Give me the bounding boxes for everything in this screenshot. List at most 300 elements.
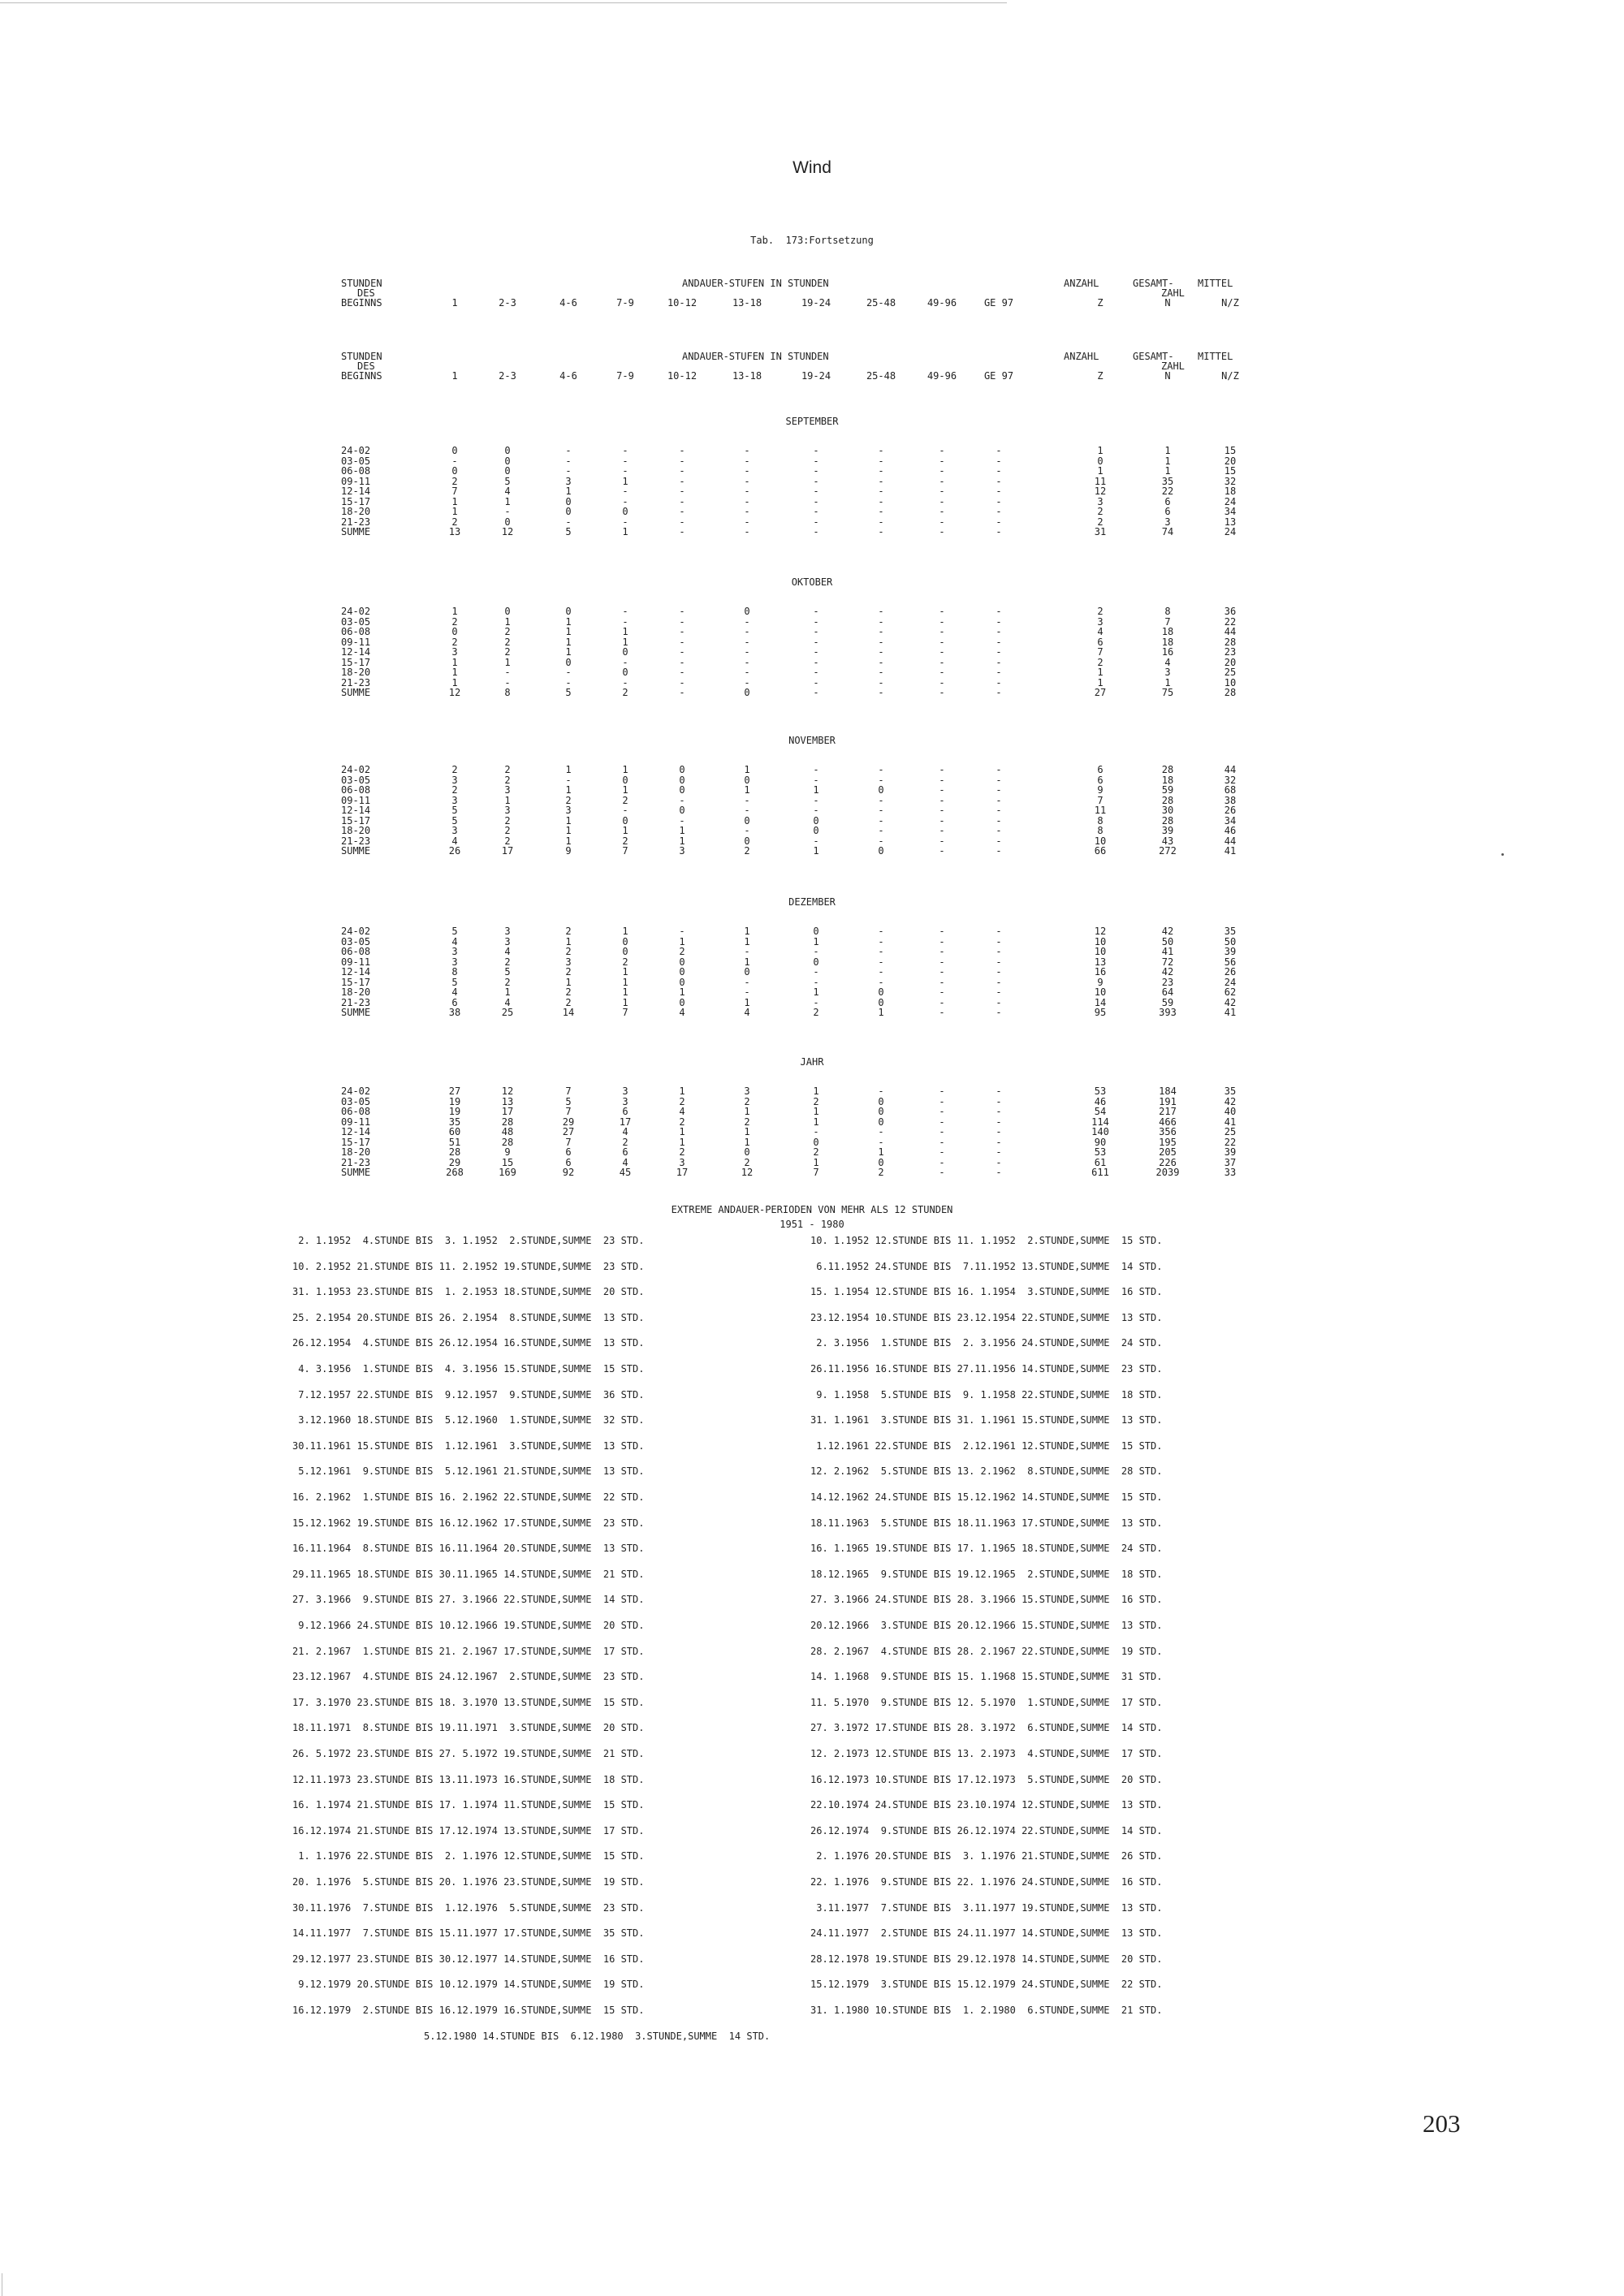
table-cell: - bbox=[504, 506, 511, 517]
table-cell: 2 bbox=[451, 784, 458, 796]
row-label: 03-05 bbox=[341, 455, 371, 467]
gesamtzahl-cell: 356 bbox=[1159, 1126, 1177, 1137]
period-entry: 10. 1.1952 12.STUNDE BIS 11. 1.1952 2.STUNDE,SUMME 15 STD. bbox=[810, 1235, 1163, 1246]
gesamtzahl-cell: 1 bbox=[1164, 676, 1171, 688]
table-cell: - bbox=[996, 656, 1002, 668]
table-cell: - bbox=[813, 455, 819, 467]
gesamtzahl-cell: 7 bbox=[1164, 615, 1171, 628]
period-entry: 28.12.1978 19.STUNDE BIS 29.12.1978 14.STUNDE,SUMME 20 STD. bbox=[810, 1953, 1163, 1965]
table-cell: 3 bbox=[744, 1085, 750, 1097]
table-cell: - bbox=[622, 495, 628, 507]
table-cell: 1 bbox=[679, 935, 685, 947]
period-entry: 12.11.1973 23.STUNDE BIS 13.11.1973 16.STUNDE,SUMME 18 STD. bbox=[292, 1773, 645, 1785]
anzahl-cell: 31 bbox=[1094, 526, 1107, 537]
gesamtzahl-cell: 23 bbox=[1161, 976, 1174, 988]
table-cell: - bbox=[878, 814, 884, 826]
table-cell: 2 bbox=[744, 1095, 750, 1107]
table-cell: 2 bbox=[504, 764, 511, 775]
table-cell: - bbox=[996, 794, 1002, 806]
table-cell: 14 bbox=[562, 1007, 575, 1018]
row-label: 09-11 bbox=[341, 636, 371, 648]
table-cell: - bbox=[813, 506, 819, 517]
row-label: 03-05 bbox=[341, 774, 371, 786]
table-cell: 0 bbox=[565, 506, 572, 517]
table-cell: 2 bbox=[565, 926, 572, 937]
table-cell: - bbox=[679, 475, 685, 487]
table-cell: - bbox=[878, 1085, 884, 1097]
table-cell: - bbox=[996, 1136, 1002, 1148]
anzahl-cell: 90 bbox=[1094, 1136, 1107, 1148]
table-cell: - bbox=[878, 656, 884, 668]
table-cell: - bbox=[996, 646, 1002, 658]
table-cell: 7 bbox=[565, 1106, 572, 1117]
mittel-cell: 10 bbox=[1224, 676, 1237, 688]
table-cell: - bbox=[679, 606, 685, 617]
table-cell: 0 bbox=[622, 814, 628, 826]
table-cell: 17 bbox=[501, 1106, 514, 1117]
table-cell: 3 bbox=[504, 926, 511, 937]
row-label: 21-23 bbox=[341, 835, 371, 847]
table-cell: 1 bbox=[565, 626, 572, 637]
table-cell: 2 bbox=[504, 976, 511, 988]
table-cell: 2 bbox=[565, 946, 572, 957]
table-cell: - bbox=[996, 636, 1002, 648]
table-cell: - bbox=[996, 805, 1002, 816]
table-cell: 0 bbox=[565, 606, 572, 617]
table-cell: 4 bbox=[622, 1156, 628, 1168]
table-cell: - bbox=[813, 636, 819, 648]
table-cell: 4 bbox=[622, 1126, 628, 1137]
table-cell: - bbox=[939, 475, 945, 487]
table-cell: - bbox=[878, 976, 884, 988]
table-cell: 3 bbox=[622, 1095, 628, 1107]
table-cell: 0 bbox=[878, 996, 884, 1008]
table-cell: 2 bbox=[451, 764, 458, 775]
table-cell: 0 bbox=[679, 774, 685, 786]
table-cell: - bbox=[878, 676, 884, 688]
gesamtzahl-cell: 1 bbox=[1164, 455, 1171, 467]
anzahl-cell: 10 bbox=[1094, 946, 1107, 957]
table-cell: - bbox=[878, 495, 884, 507]
table-cell: 4 bbox=[679, 1106, 685, 1117]
gesamtzahl-cell: 226 bbox=[1159, 1156, 1177, 1168]
mittel-cell: 62 bbox=[1224, 986, 1237, 998]
table-cell: - bbox=[939, 455, 945, 467]
gesamtzahl-cell: 28 bbox=[1161, 794, 1174, 806]
table-cell: - bbox=[939, 465, 945, 477]
table-cell: - bbox=[939, 636, 945, 648]
period-entry: 3.11.1977 7.STUNDE BIS 3.11.1977 19.STUNDE,SUMME 13 STD. bbox=[810, 1901, 1163, 1914]
mittel-cell: 42 bbox=[1224, 996, 1237, 1008]
mittel-cell: 50 bbox=[1224, 935, 1237, 947]
gesamtzahl-cell: 205 bbox=[1159, 1146, 1177, 1158]
table-cell: - bbox=[744, 986, 750, 998]
gesamtzahl-cell: 6 bbox=[1164, 506, 1171, 517]
header-z: Z bbox=[1097, 297, 1104, 309]
table-cell: - bbox=[813, 774, 819, 786]
table-cell: 3 bbox=[504, 935, 511, 947]
table-cell: 1 bbox=[451, 667, 458, 678]
gesamtzahl-cell: 28 bbox=[1161, 814, 1174, 826]
gesamtzahl-cell: 1 bbox=[1164, 445, 1171, 456]
table-cell: 1 bbox=[744, 935, 750, 947]
header-row-label: BEGINNS bbox=[341, 297, 382, 309]
mittel-cell: 24 bbox=[1224, 526, 1237, 537]
table-cell: 0 bbox=[622, 667, 628, 678]
period-entry: 20. 1.1976 5.STUNDE BIS 20. 1.1976 23.STUNDE,SUMME 19 STD. bbox=[292, 1876, 645, 1888]
table-cell: - bbox=[744, 636, 750, 648]
table-cell: 4 bbox=[744, 1007, 750, 1018]
period-entry-last: 5.12.1980 14.STUNDE BIS 6.12.1980 3.STUNDE,SUMME 14 STD. bbox=[424, 2030, 771, 2042]
row-label: 12-14 bbox=[341, 646, 371, 658]
table-cell: 5 bbox=[451, 814, 458, 826]
anzahl-cell: 114 bbox=[1091, 1116, 1109, 1128]
anzahl-cell: 66 bbox=[1094, 845, 1107, 857]
table-cell: 2 bbox=[744, 1116, 750, 1128]
table-cell: - bbox=[813, 465, 819, 477]
table-cell: - bbox=[996, 976, 1002, 988]
period-entry: 23.12.1967 4.STUNDE BIS 24.12.1967 2.STUNDE,SUMME 23 STD. bbox=[292, 1671, 645, 1683]
table-cell: 2 bbox=[504, 956, 511, 968]
table-cell: 1 bbox=[504, 656, 511, 668]
mittel-cell: 41 bbox=[1224, 1116, 1237, 1128]
row-label: 24-02 bbox=[341, 606, 371, 617]
mittel-cell: 24 bbox=[1224, 495, 1237, 507]
period-entry: 14.11.1977 7.STUNDE BIS 15.11.1977 17.STUNDE,SUMME 35 STD. bbox=[292, 1927, 645, 1940]
table-cell: 7 bbox=[622, 1007, 628, 1018]
header-zahl: ZAHL bbox=[1161, 287, 1185, 299]
mittel-cell: 15 bbox=[1224, 465, 1237, 477]
gesamtzahl-cell: 28 bbox=[1161, 764, 1174, 775]
table-cell: 0 bbox=[878, 1156, 884, 1168]
table-cell: 2 bbox=[622, 835, 628, 847]
table-cell: - bbox=[939, 1095, 945, 1107]
row-label: 06-08 bbox=[341, 626, 371, 637]
table-cell: - bbox=[939, 1126, 945, 1137]
row-label: 15-17 bbox=[341, 495, 371, 507]
table-cell: 1 bbox=[679, 1085, 685, 1097]
table-cell: - bbox=[939, 814, 945, 826]
period-entry: 1. 1.1976 22.STUNDE BIS 2. 1.1976 12.STUNDE,SUMME 15 STD. bbox=[292, 1850, 645, 1862]
table-cell: - bbox=[565, 667, 572, 678]
mittel-cell: 26 bbox=[1224, 966, 1237, 978]
table-cell: 0 bbox=[679, 976, 685, 988]
table-cell: 2 bbox=[622, 956, 628, 968]
period-entry: 12. 2.1973 12.STUNDE BIS 13. 2.1973 4.STUNDE,SUMME 17 STD. bbox=[810, 1748, 1163, 1759]
header-column: 2-3 bbox=[499, 297, 516, 309]
table-cell: 4 bbox=[504, 946, 511, 957]
table-cell: 0 bbox=[744, 814, 750, 826]
table-cell: - bbox=[939, 1106, 945, 1117]
table-caption: Tab. 173:Fortsetzung bbox=[750, 235, 874, 246]
table-cell: - bbox=[679, 626, 685, 637]
table-cell: 2 bbox=[744, 845, 750, 857]
period-entry: 16. 1.1965 19.STUNDE BIS 17. 1.1965 18.STUNDE,SUMME 24 STD. bbox=[810, 1543, 1163, 1555]
table-cell: 3 bbox=[451, 956, 458, 968]
row-label: 24-02 bbox=[341, 926, 371, 937]
header-column: 10-12 bbox=[667, 297, 698, 309]
table-cell: 1 bbox=[622, 986, 628, 998]
table-cell: 5 bbox=[565, 687, 572, 698]
table-cell: - bbox=[813, 976, 819, 988]
header-nz: N/Z bbox=[1221, 297, 1239, 309]
anzahl-cell: 1 bbox=[1097, 465, 1104, 477]
table-cell: 0 bbox=[451, 465, 458, 477]
header-group-title: ANDAUER-STUFEN IN STUNDEN bbox=[682, 278, 829, 289]
table-cell: - bbox=[878, 455, 884, 467]
table-cell: 0 bbox=[565, 495, 572, 507]
table-cell: - bbox=[939, 615, 945, 628]
anzahl-cell: 11 bbox=[1094, 805, 1107, 816]
anzahl-cell: 6 bbox=[1097, 636, 1104, 648]
table-cell: 2 bbox=[878, 1167, 884, 1178]
anzahl-cell: 6 bbox=[1097, 764, 1104, 775]
table-cell: 2 bbox=[504, 814, 511, 826]
table-cell: 1 bbox=[451, 676, 458, 688]
table-cell: - bbox=[679, 646, 685, 658]
header-column: 13-18 bbox=[732, 297, 762, 309]
table-cell: - bbox=[939, 526, 945, 537]
anzahl-cell: 7 bbox=[1097, 646, 1104, 658]
anzahl-cell: 7 bbox=[1097, 794, 1104, 806]
table-cell: - bbox=[878, 465, 884, 477]
table-cell: - bbox=[813, 626, 819, 637]
table-cell: - bbox=[565, 774, 572, 786]
table-cell: 1 bbox=[451, 606, 458, 617]
header-column: 7-9 bbox=[616, 370, 634, 382]
table-cell: - bbox=[996, 465, 1002, 477]
table-cell: 13 bbox=[448, 526, 461, 537]
mittel-cell: 37 bbox=[1224, 1156, 1237, 1168]
table-cell: 0 bbox=[878, 1116, 884, 1128]
period-entry: 26.11.1956 16.STUNDE BIS 27.11.1956 14.STUNDE,SUMME 23 STD. bbox=[810, 1363, 1163, 1375]
table-cell: - bbox=[622, 615, 628, 628]
table-cell: - bbox=[622, 465, 628, 477]
table-cell: - bbox=[996, 495, 1002, 507]
table-cell: 0 bbox=[813, 825, 819, 836]
period-entry: 18.12.1965 9.STUNDE BIS 19.12.1965 2.STUNDE,SUMME 18 STD. bbox=[810, 1568, 1163, 1580]
table-cell: 1 bbox=[744, 1126, 750, 1137]
table-cell: 7 bbox=[451, 486, 458, 497]
table-cell: - bbox=[878, 646, 884, 658]
table-cell: - bbox=[996, 1106, 1002, 1117]
gesamtzahl-cell: 2039 bbox=[1155, 1167, 1180, 1178]
anzahl-cell: 2 bbox=[1097, 506, 1104, 517]
table-cell: 4 bbox=[504, 996, 511, 1008]
table-cell: - bbox=[996, 626, 1002, 637]
anzahl-cell: 0 bbox=[1097, 455, 1104, 467]
table-cell: - bbox=[622, 805, 628, 816]
row-label: SUMME bbox=[341, 1007, 371, 1018]
table-cell: - bbox=[744, 486, 750, 497]
table-cell: - bbox=[878, 805, 884, 816]
table-cell: 1 bbox=[813, 1116, 819, 1128]
anzahl-cell: 16 bbox=[1094, 966, 1107, 978]
table-cell: 12 bbox=[448, 687, 461, 698]
mittel-cell: 25 bbox=[1224, 667, 1237, 678]
table-cell: 4 bbox=[504, 486, 511, 497]
table-cell: - bbox=[939, 486, 945, 497]
table-cell: 0 bbox=[679, 966, 685, 978]
table-cell: 29 bbox=[448, 1156, 461, 1168]
table-cell: 17 bbox=[619, 1116, 632, 1128]
table-cell: - bbox=[679, 526, 685, 537]
table-cell: 19 bbox=[448, 1106, 461, 1117]
gesamtzahl-cell: 39 bbox=[1161, 825, 1174, 836]
mittel-cell: 24 bbox=[1224, 976, 1237, 988]
table-cell: 169 bbox=[499, 1167, 516, 1178]
header-row-label: STUNDEN bbox=[341, 278, 382, 289]
table-cell: - bbox=[878, 486, 884, 497]
table-cell: 2 bbox=[451, 636, 458, 648]
gesamtzahl-cell: 74 bbox=[1161, 526, 1174, 537]
table-cell: - bbox=[996, 516, 1002, 528]
table-cell: 8 bbox=[504, 687, 511, 698]
table-cell: - bbox=[878, 506, 884, 517]
anzahl-cell: 61 bbox=[1094, 1156, 1107, 1168]
table-cell: - bbox=[878, 926, 884, 937]
table-cell: - bbox=[679, 636, 685, 648]
table-cell: - bbox=[813, 445, 819, 456]
table-cell: - bbox=[813, 495, 819, 507]
table-cell: 6 bbox=[622, 1106, 628, 1117]
table-cell: 0 bbox=[451, 626, 458, 637]
table-cell: 2 bbox=[813, 1007, 819, 1018]
table-cell: 2 bbox=[622, 794, 628, 806]
row-label: SUMME bbox=[341, 526, 371, 537]
period-entry: 14. 1.1968 9.STUNDE BIS 15. 1.1968 15.STUNDE,SUMME 31 STD. bbox=[810, 1671, 1163, 1683]
period-entry: 30.11.1976 7.STUNDE BIS 1.12.1976 5.STUNDE,SUMME 23 STD. bbox=[292, 1901, 645, 1914]
anzahl-cell: 12 bbox=[1094, 926, 1107, 937]
table-cell: 1 bbox=[504, 986, 511, 998]
header-column: 1 bbox=[451, 297, 458, 309]
mittel-cell: 33 bbox=[1224, 1167, 1237, 1178]
table-cell: 3 bbox=[679, 845, 685, 857]
row-label: 09-11 bbox=[341, 956, 371, 968]
table-cell: - bbox=[996, 825, 1002, 836]
month-label: DEZEMBER bbox=[788, 896, 836, 908]
table-cell: 13 bbox=[501, 1095, 514, 1107]
table-cell: 1 bbox=[622, 996, 628, 1008]
table-cell: - bbox=[996, 606, 1002, 617]
table-cell: 3 bbox=[565, 956, 572, 968]
period-entry: 9.12.1966 24.STUNDE BIS 10.12.1966 19.STUNDE,SUMME 20 STD. bbox=[292, 1620, 645, 1631]
table-cell: - bbox=[939, 676, 945, 688]
anzahl-cell: 54 bbox=[1094, 1106, 1107, 1117]
table-cell: 3 bbox=[451, 646, 458, 658]
anzahl-cell: 6 bbox=[1097, 774, 1104, 786]
table-cell: - bbox=[939, 976, 945, 988]
table-cell: - bbox=[996, 1126, 1002, 1137]
table-cell: - bbox=[939, 835, 945, 847]
table-cell: 45 bbox=[619, 1167, 632, 1178]
gesamtzahl-cell: 64 bbox=[1161, 986, 1174, 998]
table-cell: 2 bbox=[504, 835, 511, 847]
table-cell: 35 bbox=[448, 1116, 461, 1128]
table-cell: - bbox=[996, 935, 1002, 947]
table-cell: 2 bbox=[504, 636, 511, 648]
table-cell: - bbox=[996, 1167, 1002, 1178]
period-entry: 27. 3.1966 24.STUNDE BIS 28. 3.1966 15.STUNDE,SUMME 16 STD. bbox=[810, 1594, 1163, 1606]
table-cell: - bbox=[996, 486, 1002, 497]
table-cell: - bbox=[813, 646, 819, 658]
table-cell: 2 bbox=[565, 986, 572, 998]
table-cell: - bbox=[744, 667, 750, 678]
table-cell: - bbox=[878, 687, 884, 698]
table-cell: 1 bbox=[813, 845, 819, 857]
gesamtzahl-cell: 3 bbox=[1164, 667, 1171, 678]
period-entry: 30.11.1961 15.STUNDE BIS 1.12.1961 3.STUNDE,SUMME 13 STD. bbox=[292, 1439, 645, 1452]
table-cell: 2 bbox=[451, 516, 458, 528]
table-cell: 4 bbox=[451, 835, 458, 847]
table-cell: - bbox=[996, 455, 1002, 467]
row-label: 15-17 bbox=[341, 814, 371, 826]
table-cell: - bbox=[996, 526, 1002, 537]
header-column: GE 97 bbox=[983, 370, 1014, 382]
table-cell: - bbox=[939, 516, 945, 528]
table-cell: 5 bbox=[451, 805, 458, 816]
mittel-cell: 46 bbox=[1224, 825, 1237, 836]
table-cell: - bbox=[744, 656, 750, 668]
anzahl-cell: 9 bbox=[1097, 784, 1104, 796]
table-cell: - bbox=[622, 445, 628, 456]
table-cell: 1 bbox=[565, 615, 572, 628]
table-cell: 6 bbox=[565, 1146, 572, 1158]
period-entry: 22. 1.1976 9.STUNDE BIS 22. 1.1976 24.STUNDE,SUMME 16 STD. bbox=[810, 1876, 1163, 1888]
table-cell: 1 bbox=[622, 976, 628, 988]
table-cell: 0 bbox=[622, 646, 628, 658]
period-entry: 31. 1.1961 3.STUNDE BIS 31. 1.1961 15.STUNDE,SUMME 13 STD. bbox=[810, 1414, 1163, 1426]
period-entry: 25. 2.1954 20.STUNDE BIS 26. 2.1954 8.STUNDE,SUMME 13 STD. bbox=[292, 1311, 645, 1323]
period-entry: 2. 1.1976 20.STUNDE BIS 3. 1.1976 21.STUNDE,SUMME 26 STD. bbox=[810, 1850, 1163, 1862]
table-cell: - bbox=[939, 1116, 945, 1128]
table-cell: - bbox=[878, 526, 884, 537]
mittel-cell: 35 bbox=[1224, 926, 1237, 937]
anzahl-cell: 8 bbox=[1097, 825, 1104, 836]
table-cell: 1 bbox=[679, 1126, 685, 1137]
table-cell: 3 bbox=[451, 774, 458, 786]
table-cell: - bbox=[679, 445, 685, 456]
table-cell: 2 bbox=[813, 1095, 819, 1107]
anzahl-cell: 1 bbox=[1097, 667, 1104, 678]
header-column: 49-96 bbox=[926, 297, 957, 309]
table-cell: 1 bbox=[451, 506, 458, 517]
header-column: 1 bbox=[451, 370, 458, 382]
period-entry: 20.12.1966 3.STUNDE BIS 20.12.1966 15.STUNDE,SUMME 13 STD. bbox=[810, 1620, 1163, 1631]
table-cell: 15 bbox=[501, 1156, 514, 1168]
period-entry: 31. 1.1953 23.STUNDE BIS 1. 2.1953 18.STUNDE,SUMME 20 STD. bbox=[292, 1286, 645, 1298]
row-label: 09-11 bbox=[341, 475, 371, 487]
table-cell: 0 bbox=[622, 506, 628, 517]
gesamtzahl-cell: 8 bbox=[1164, 606, 1171, 617]
anzahl-cell: 2 bbox=[1097, 656, 1104, 668]
table-cell: - bbox=[813, 764, 819, 775]
anzahl-cell: 3 bbox=[1097, 495, 1104, 507]
mittel-cell: 22 bbox=[1224, 1136, 1237, 1148]
table-cell: 17 bbox=[676, 1167, 689, 1178]
period-entry: 29.11.1965 18.STUNDE BIS 30.11.1965 14.STUNDE,SUMME 21 STD. bbox=[292, 1568, 645, 1580]
table-cell: - bbox=[996, 845, 1002, 857]
mittel-cell: 34 bbox=[1224, 506, 1237, 517]
table-cell: 1 bbox=[622, 764, 628, 775]
table-cell: 3 bbox=[451, 794, 458, 806]
period-entry: 7.12.1957 22.STUNDE BIS 9.12.1957 9.STUNDE,SUMME 36 STD. bbox=[292, 1388, 645, 1400]
table-cell: 7 bbox=[813, 1167, 819, 1178]
table-cell: 1 bbox=[744, 1106, 750, 1117]
period-entry: 26.12.1974 9.STUNDE BIS 26.12.1974 22.STUNDE,SUMME 14 STD. bbox=[810, 1824, 1163, 1836]
gesamtzahl-cell: 195 bbox=[1159, 1136, 1177, 1148]
table-cell: 1 bbox=[565, 814, 572, 826]
